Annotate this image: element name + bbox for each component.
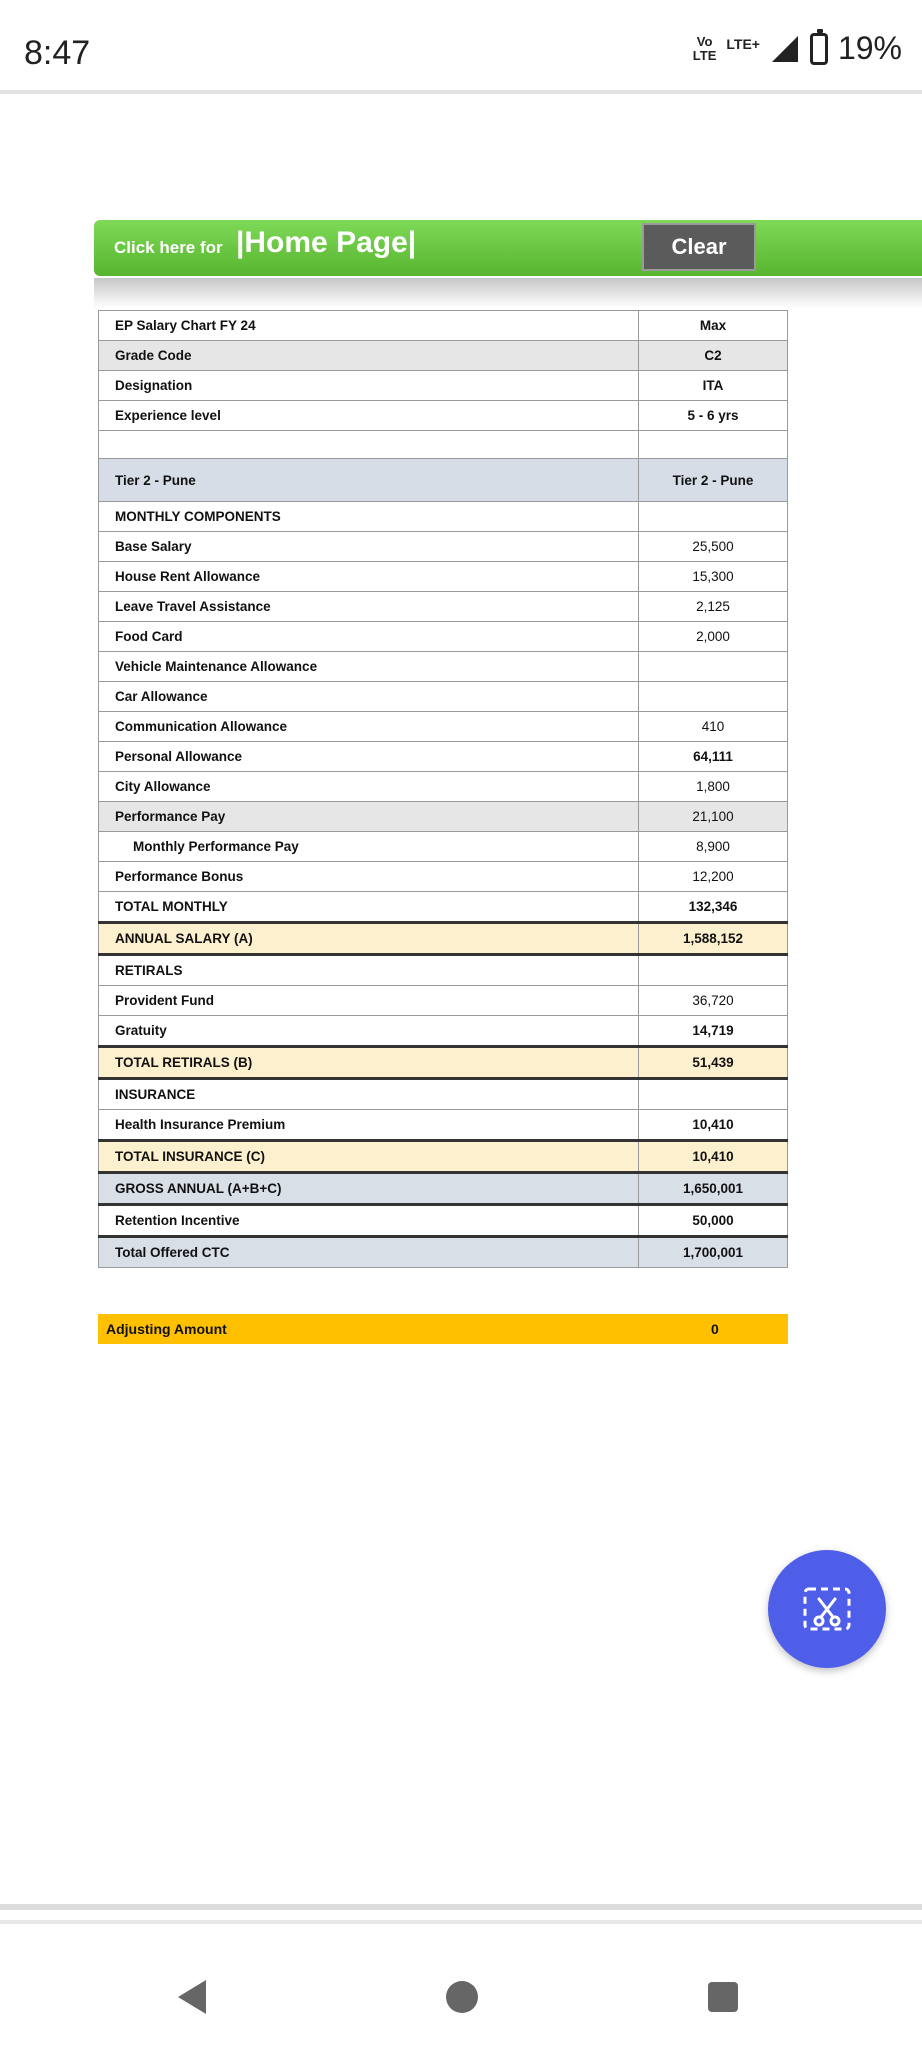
table-row [99,712,788,742]
row-value[interactable]: Tier 2 - Pune [639,459,788,502]
row-label[interactable]: Base Salary [99,532,639,562]
row-value[interactable] [639,682,788,712]
screenshot-fab-button[interactable] [768,1550,886,1668]
status-divider [0,90,922,94]
table-row [99,986,788,1016]
row-label[interactable]: MONTHLY COMPONENTS [99,502,639,532]
row-value[interactable]: Max [639,311,788,341]
row-value[interactable]: 2,000 [639,622,788,652]
row-value[interactable] [639,1079,788,1110]
row-value[interactable]: 25,500 [639,532,788,562]
row-label[interactable]: Leave Travel Assistance [99,592,639,622]
table-row [99,1205,788,1237]
row-label[interactable]: Experience level [99,401,639,431]
row-value[interactable]: 2,125 [639,592,788,622]
table-row [99,371,788,401]
volte-icon: Vo LTE [692,33,717,63]
table-row [99,682,788,712]
row-value[interactable]: 410 [639,712,788,742]
battery-icon [810,33,828,65]
table-row [99,1047,788,1079]
row-label[interactable]: House Rent Allowance [99,562,639,592]
row-value[interactable]: 14,719 [639,1016,788,1047]
row-value[interactable]: 51,439 [639,1047,788,1079]
row-label[interactable]: Grade Code [99,341,639,371]
row-value[interactable]: 21,100 [639,802,788,832]
screenshot-scissors-icon [799,1581,855,1637]
row-value[interactable]: 10,410 [639,1141,788,1173]
table-row [99,622,788,652]
row-value[interactable] [639,652,788,682]
row-label[interactable]: INSURANCE [99,1079,639,1110]
row-label[interactable] [99,431,639,459]
table-row [99,1110,788,1141]
row-value[interactable]: 5 - 6 yrs [639,401,788,431]
row-value[interactable]: 1,650,001 [639,1173,788,1205]
row-value[interactable]: 12,200 [639,862,788,892]
row-label[interactable]: Retention Incentive [99,1205,639,1237]
status-icons [693,30,902,67]
table-row [99,742,788,772]
back-triangle-icon[interactable] [178,1980,206,2014]
table-row [99,401,788,431]
home-page-link[interactable]: |Home Page| [236,226,417,259]
adjusting-amount-row [98,1314,788,1344]
table-row [99,1016,788,1047]
lte-plus-label: LTE+ [726,35,760,52]
row-value[interactable]: 15,300 [639,562,788,592]
row-label[interactable]: Health Insurance Premium [99,1110,639,1141]
row-label[interactable]: GROSS ANNUAL (A+B+C) [99,1173,639,1205]
status-time: 8:47 [24,34,91,72]
header-shadow [94,278,922,308]
row-label[interactable]: City Allowance [99,772,639,802]
row-value[interactable]: 36,720 [639,986,788,1016]
row-value[interactable]: 132,346 [639,892,788,923]
click-here-text: Click here for [114,238,223,257]
row-label[interactable]: ANNUAL SALARY (A) [99,923,639,955]
table-row [99,1079,788,1110]
row-label[interactable]: Communication Allowance [99,712,639,742]
row-value[interactable]: 50,000 [639,1205,788,1237]
row-label[interactable]: Tier 2 - Pune [99,459,639,502]
table-row [99,1141,788,1173]
table-row [99,772,788,802]
table-row [99,562,788,592]
signal-icon [770,34,800,64]
table-row [99,802,788,832]
row-label[interactable]: EP Salary Chart FY 24 [99,311,639,341]
header-bar [94,220,922,276]
home-circle-icon[interactable] [446,1981,478,2013]
row-value[interactable]: 10,410 [639,1110,788,1141]
row-label[interactable]: TOTAL RETIRALS (B) [99,1047,639,1079]
table-row [99,311,788,341]
row-label[interactable]: Car Allowance [99,682,639,712]
row-label[interactable]: Gratuity [99,1016,639,1047]
row-value[interactable]: ITA [639,371,788,401]
navigation-bar [0,1930,922,2048]
table-row [99,431,788,459]
row-label[interactable]: Vehicle Maintenance Allowance [99,652,639,682]
row-value[interactable] [639,502,788,532]
row-value[interactable]: C2 [639,341,788,371]
table-row [99,1237,788,1268]
clear-button[interactable]: Clear [642,223,756,271]
row-label[interactable]: Total Offered CTC [99,1237,639,1268]
row-value[interactable]: 1,800 [639,772,788,802]
table-row [99,532,788,562]
row-value[interactable]: 8,900 [639,832,788,862]
table-row [99,832,788,862]
table-row [99,862,788,892]
table-row [99,459,788,502]
row-label[interactable]: Food Card [99,622,639,652]
table-row [99,955,788,986]
row-label[interactable]: Monthly Performance Pay [99,832,639,862]
nav-divider [0,1904,922,1910]
row-value[interactable]: 64,111 [639,742,788,772]
table-row [99,1173,788,1205]
table-row [99,341,788,371]
row-label[interactable]: Performance Bonus [99,862,639,892]
row-label[interactable]: TOTAL INSURANCE (C) [99,1141,639,1173]
nav-divider [0,1920,922,1924]
table-row [99,923,788,955]
status-bar [0,0,922,92]
row-label[interactable]: Provident Fund [99,986,639,1016]
table-row [99,502,788,532]
battery-percent: 19% [837,30,902,66]
row-value[interactable] [639,955,788,986]
row-value[interactable] [639,431,788,459]
row-label[interactable]: TOTAL MONTHLY [99,892,639,923]
table-row [99,652,788,682]
row-label[interactable]: Designation [99,371,639,401]
salary-table [98,310,788,1268]
table-row [99,592,788,622]
recents-square-icon[interactable] [708,1982,738,2012]
row-label[interactable]: RETIRALS [99,955,639,986]
row-label[interactable]: Personal Allowance [99,742,639,772]
row-label[interactable]: Performance Pay [99,802,639,832]
row-value[interactable]: 1,588,152 [639,923,788,955]
row-value[interactable]: 1,700,001 [639,1237,788,1268]
adjusting-amount-value[interactable]: 0 [710,1321,719,1337]
table-row [99,892,788,923]
adjusting-amount-label[interactable]: Adjusting Amount [106,1321,227,1337]
